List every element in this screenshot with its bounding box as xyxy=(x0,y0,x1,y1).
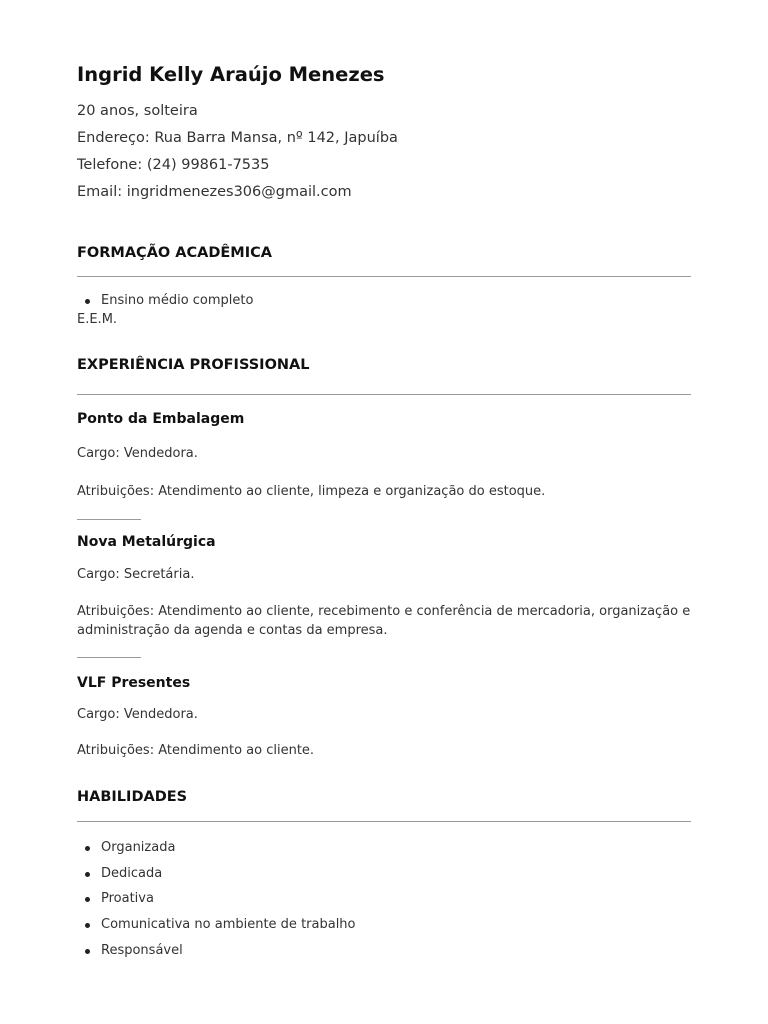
job-duties: Atribuições: Atendimento ao cliente, recebimento e conferência de mercadoria, organização e administração da agenda e contas da empresa. xyxy=(77,604,691,638)
job-separator xyxy=(77,657,141,658)
address: Endereço: Rua Barra Mansa, nº 142, Japuíba xyxy=(77,130,398,146)
job-company: Ponto da Embalagem xyxy=(77,411,245,427)
education-divider xyxy=(77,276,691,277)
job-separator xyxy=(77,519,141,520)
job-company: Nova Metalúrgica xyxy=(77,534,216,550)
age-status: 20 anos, solteira xyxy=(77,103,198,119)
bullet-icon xyxy=(85,846,90,851)
bullet-icon xyxy=(85,299,90,304)
email: Email: ingridmenezes306@gmail.com xyxy=(77,184,352,200)
experience-title: EXPERIÊNCIA PROFISSIONAL xyxy=(77,357,310,373)
education-note: E.E.M. xyxy=(77,312,118,327)
job-role: Cargo: Vendedora. xyxy=(77,446,198,461)
experience-divider xyxy=(77,394,691,395)
skills-title: HABILIDADES xyxy=(77,789,188,805)
bullet-icon xyxy=(85,923,90,928)
job-duties: Atribuições: Atendimento ao cliente. xyxy=(77,743,315,758)
bullet-icon xyxy=(85,897,90,902)
skills-divider xyxy=(77,821,691,822)
candidate-name: Ingrid Kelly Araújo Menezes xyxy=(77,63,385,86)
bullet-icon xyxy=(85,872,90,877)
job-duties: Atribuições: Atendimento ao cliente, limpeza e organização do estoque. xyxy=(77,484,546,499)
education-title: FORMAÇÃO ACADÊMICA xyxy=(77,245,272,261)
job-role: Cargo: Secretária. xyxy=(77,567,195,582)
phone: Telefone: (24) 99861-7535 xyxy=(77,157,270,173)
job-role: Cargo: Vendedora. xyxy=(77,707,198,722)
bullet-icon xyxy=(85,949,90,954)
job-company: VLF Presentes xyxy=(77,675,191,691)
